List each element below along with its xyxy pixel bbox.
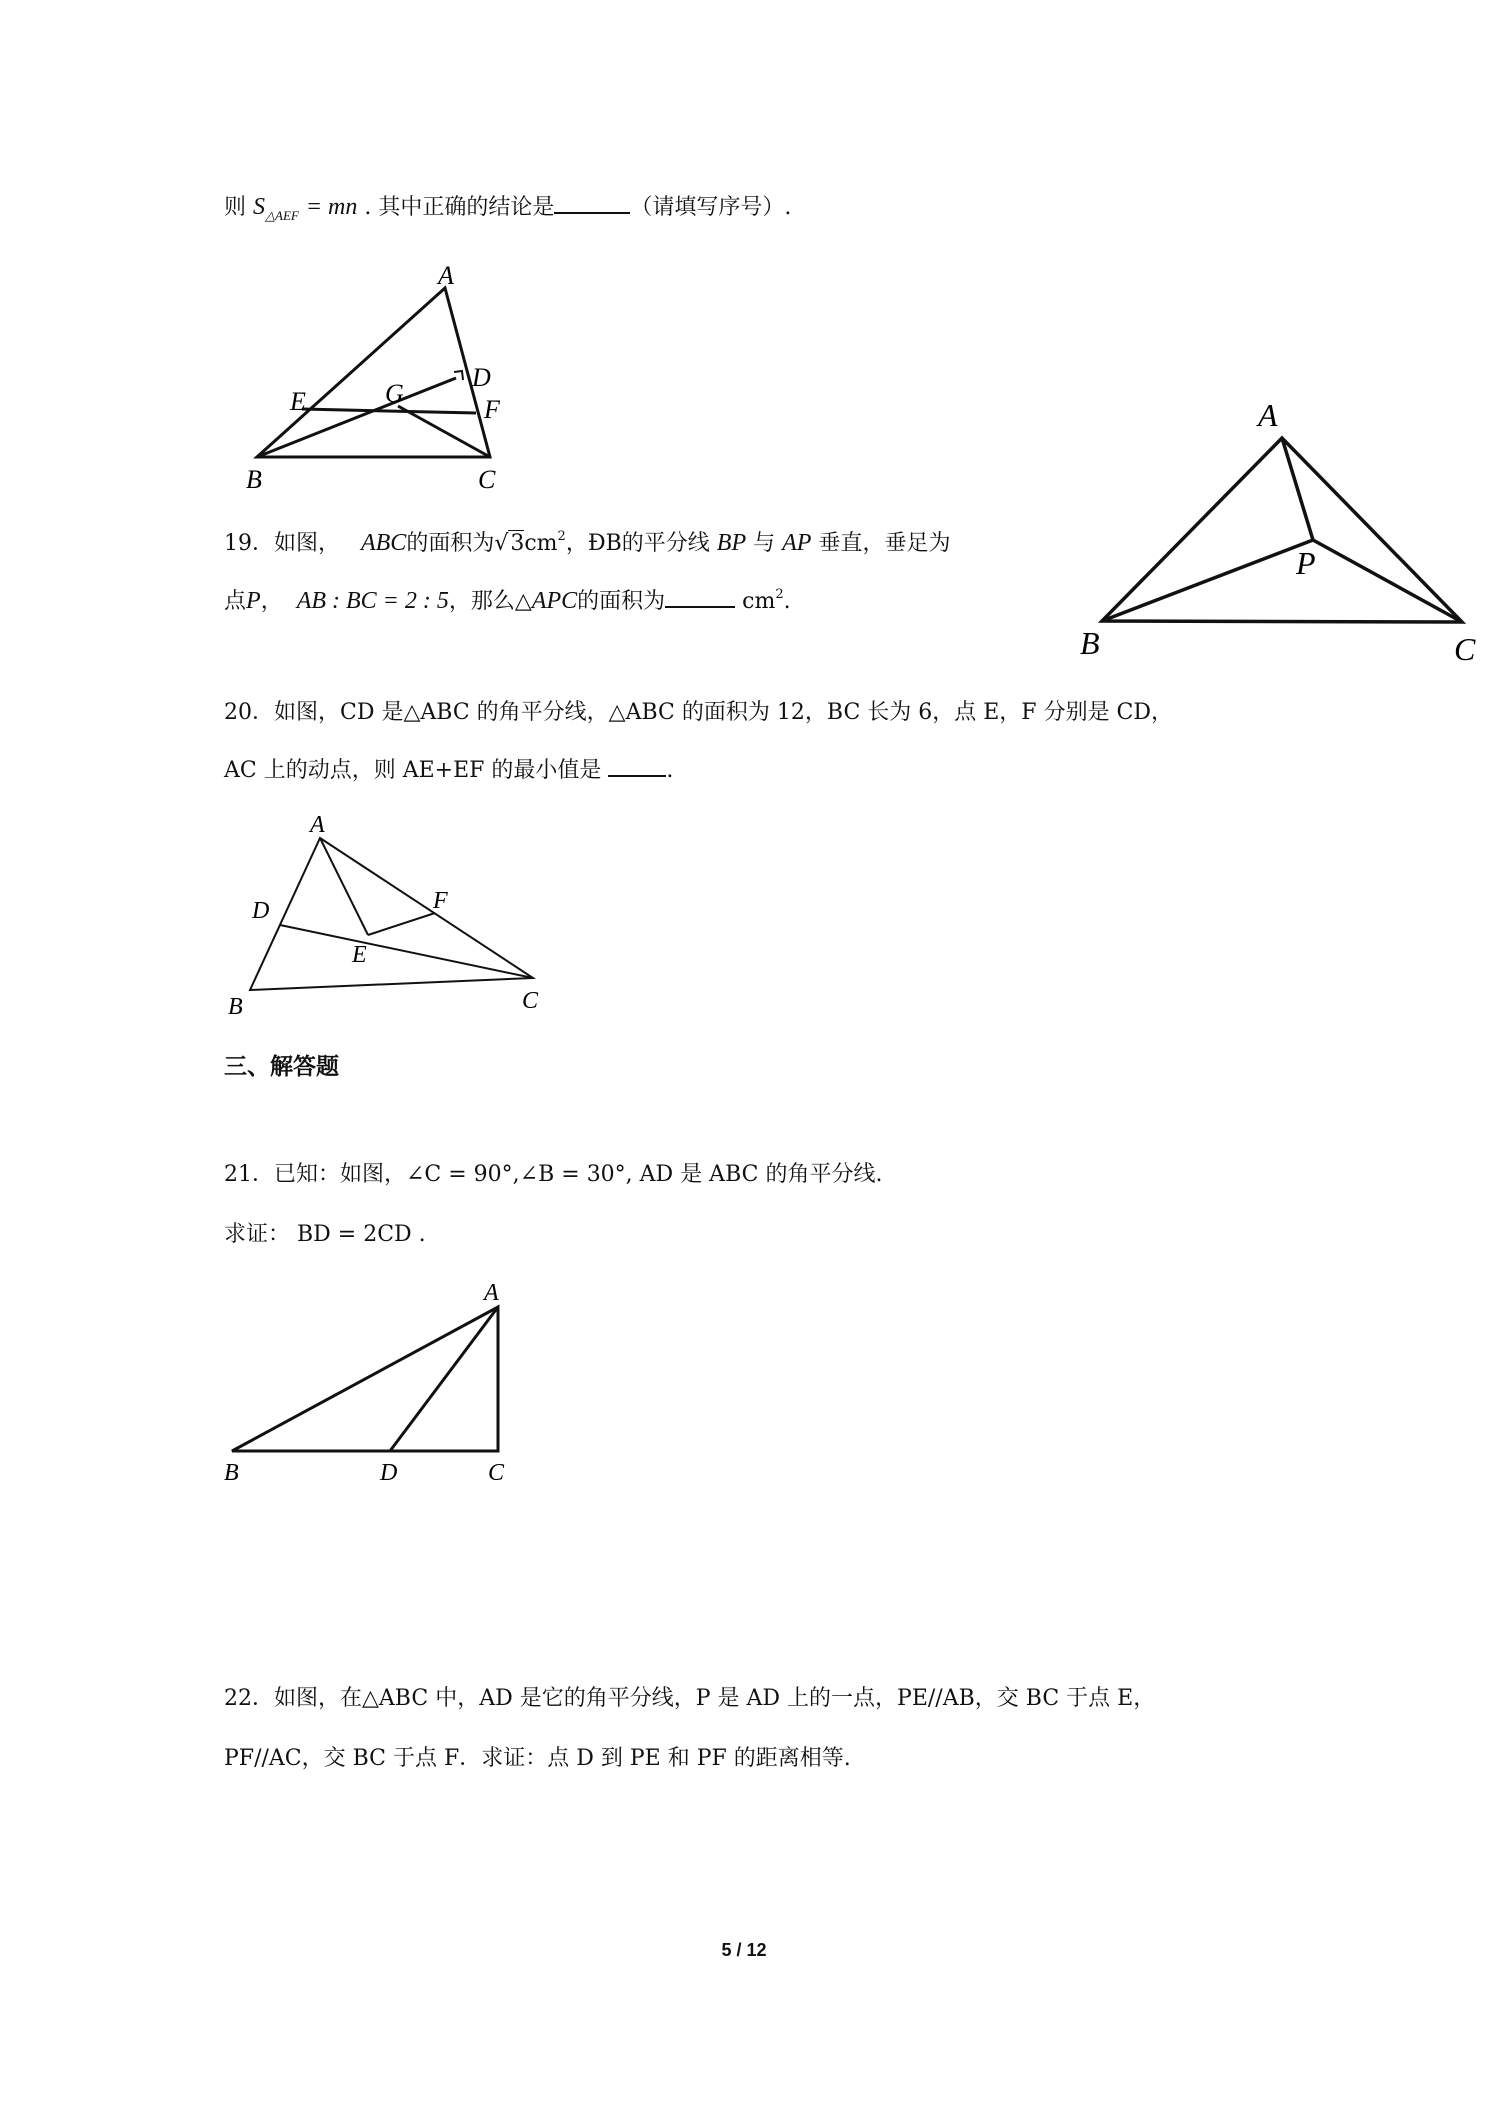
fig18-label-a: A [438,262,454,290]
fig21-triangle [232,1307,498,1451]
fig20-segment-ae [320,838,368,935]
figure-20 [228,812,548,1024]
sqrt-value: 3 [510,531,525,556]
fig20-label-f: F [433,888,448,914]
q18-prefix: 则 [224,195,247,220]
fig18-label-d: D [472,363,491,392]
q20-line2-text: AC 上的动点，则 AE+EF 的最小值是 [224,758,602,783]
fig20-label-c: C [522,988,539,1014]
fig20-label-d: D [252,898,270,924]
figure-18 [240,262,510,494]
q19-apc: APC [531,588,578,614]
answer-blank[interactable] [608,757,666,777]
fig18-label-e: E [290,387,306,416]
q19-point-p: P [246,588,261,614]
q19-line2-d: 的面积为 [577,589,666,614]
answer-blank[interactable] [665,588,735,608]
q21-line-1: 21．已知：如图，∠C = 90°,∠B = 30°, AD 是 ABC 的角平分线. [224,1162,883,1187]
q19-line2-c: ，那么△ [448,589,532,614]
q19-triangle: ABC [360,530,407,556]
q19-line-2 [224,580,791,617]
fig20-segment-ef [368,913,435,935]
fig19-segment-pc [1313,540,1462,622]
fig19-label-p: P [1296,545,1316,581]
fig18-segment-bd [257,378,456,457]
q19-line2-exponent: 2 [775,587,784,602]
q18-rest: . 其中正确的结论是 [364,195,555,220]
q19-line2-unit: cm [742,589,776,614]
q19-unit-exponent: 2 [557,529,566,544]
fig18-label-f: F [484,395,500,424]
q19-text-1: 的面积为 [406,531,495,556]
q19-line-1 [224,522,950,559]
q19-ratio: AB : BC = 2 : 5 [296,588,449,614]
area-equation: = mn [305,194,358,220]
page-number: 5 / 12 [721,1940,767,1960]
fig19-segment-bp [1102,540,1313,621]
fig20-label-a: A [310,812,325,838]
q19-line2-end: . [783,589,791,614]
answer-blank[interactable] [554,194,630,214]
q21-line-2: 求证： BD = 2CD . [224,1222,426,1247]
fig20-label-e: E [352,942,367,968]
q19-line2-b: ， [260,589,283,614]
q19-number: 19．如图， [224,531,340,556]
q19-text-2: 的平分线 [621,531,710,556]
section-heading: 三、解答题 [224,1054,339,1080]
sqrt-symbol: √3 [494,531,525,556]
fig19-label-b: B [1080,625,1100,661]
q22-line-1: 22．如图，在△ABC 中，AD 是它的角平分线，P 是 AD 上的一点，PE//AB，交 BC 于点 E， [224,1686,1156,1711]
fig18-label-g: G [385,379,404,408]
fig18-label-c: C [478,465,496,494]
fig18-segment-ef [302,409,476,413]
q20-line-1: 20．如图，CD 是△ABC 的角平分线，△ABC 的面积为 12，BC 长为 6，点 E，F 分别是 CD， [224,700,1174,725]
fig21-label-c: C [488,1460,505,1484]
q19-text-3: 与 [753,531,776,556]
q18-suffix: （请填写序号）. [630,195,792,220]
fig20-label-b: B [228,994,243,1020]
q19-angle: ，ÐB [565,531,622,556]
area-subscript: △AEF [265,208,299,223]
fig21-segment-ad [390,1307,498,1451]
fig18-label-b: B [246,465,262,494]
q19-bp: BP [716,530,747,556]
fig21-label-b: B [224,1460,239,1484]
q19-line2-a: 点 [224,589,247,614]
fig21-label-a: A [484,1280,499,1306]
fig20-triangle [250,838,533,990]
q20-line2-end: . [666,758,674,783]
q19-text-4: 垂直，垂足为 [818,531,951,556]
q18-conclusion-line [224,192,791,231]
q20-line-2 [224,756,673,786]
fig19-triangle [1102,438,1462,622]
figure-19 [1070,396,1480,676]
fig20-segment-dc [280,925,533,978]
fig21-label-d: D [380,1460,398,1484]
fig19-label-c: C [1454,631,1476,667]
fig19-label-a: A [1258,397,1278,433]
area-symbol: S [253,194,266,220]
figure-21 [222,1276,522,1484]
q22-line-2: PF//AC，交 BC 于点 F．求证：点 D 到 PE 和 PF 的距离相等. [224,1746,851,1771]
q19-ap: AP [782,530,812,556]
q19-unit: cm [524,531,558,556]
